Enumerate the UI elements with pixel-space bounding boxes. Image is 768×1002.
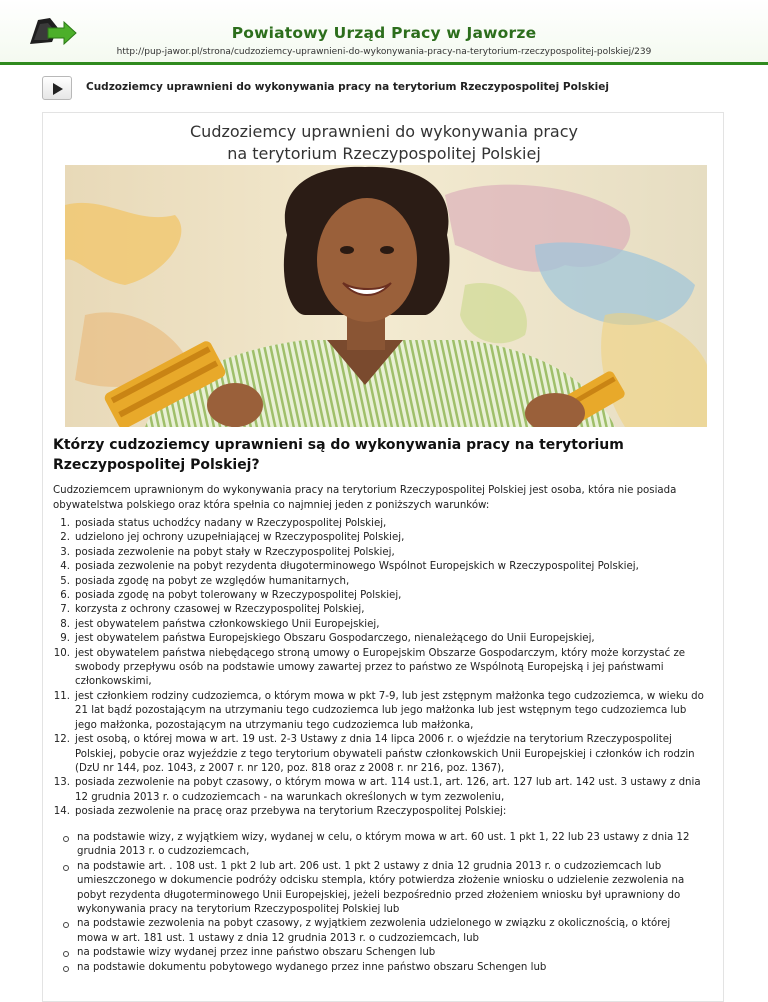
bullet-icon bbox=[63, 922, 69, 928]
list-item bbox=[53, 603, 709, 617]
list-text: na podstawie wizy wydanej przez inne państwo obszaru Schengen lub bbox=[77, 947, 436, 959]
list-item bbox=[53, 647, 709, 690]
list-item bbox=[61, 860, 701, 918]
bullet-icon bbox=[63, 951, 69, 957]
list-item bbox=[53, 560, 709, 574]
breadcrumb-title: Cudzoziemcy uprawnieni do wykonywania pracy na terytorium Rzeczypospolitej Polskiej bbox=[86, 81, 609, 93]
list-number: 11. bbox=[53, 690, 70, 702]
list-item bbox=[53, 632, 709, 646]
list-item bbox=[53, 589, 709, 603]
list-item bbox=[53, 546, 709, 560]
list-number: 10. bbox=[53, 647, 70, 659]
list-text: na podstawie art. . 108 ust. 1 pkt 2 lub art. 206 ust. 1 pkt 2 ustawy z dnia 12 grudnia 2013 r. o cudzoziemcach lub umieszczonego w dokumencie podróży odcisku stempla, który potwierdza złożenie wniosku o udzielenie zezwolenia na pobyt rezydenta długoterminowego Unii Europejskiej, jeżeli bezpośrednio przed złożeniem wniosku był uprawniony do wykonywania pracy na terytorium Rzeczypospolitej Polskiej lub bbox=[77, 860, 685, 916]
list-text: posiada zgodę na pobyt ze względów humanitarnych, bbox=[75, 575, 350, 587]
list-text: na podstawie wizy, z wyjątkiem wizy, wydanej w celu, o którym mowa w art. 60 ust. 1 pkt 1, 22 lub 23 ustawy z dnia 12 grudnia 2013 r. o cudzoziemcach, bbox=[77, 832, 690, 858]
list-text: jest obywatelem państwa Europejskiego Obszaru Gospodarczego, nienależącego do Unii Europejskiej, bbox=[75, 633, 595, 645]
list-item bbox=[61, 917, 701, 946]
section-heading-line: Rzeczypospolitej Polskiej? bbox=[53, 457, 260, 473]
breadcrumb bbox=[0, 0, 768, 112]
section-heading-line: Którzy cudzoziemcy uprawnieni są do wykonywania pracy na terytorium bbox=[53, 437, 624, 453]
page-url: http://pup-jawor.pl/strona/cudzoziemcy-uprawnieni-do-wykonywania-pracy-na-terytorium-rzeczypospolitej-polskiej/239 bbox=[116, 47, 652, 57]
article-title-line: Cudzoziemcy uprawnieni do wykonywania pracy bbox=[190, 122, 578, 141]
list-text: udzielono jej ochrony uzupełniającej w Rzeczypospolitej Polskiej, bbox=[75, 532, 405, 544]
arrow-right-icon[interactable] bbox=[42, 76, 72, 100]
list-item bbox=[53, 575, 709, 589]
list-number: 3. bbox=[60, 546, 70, 558]
bullet-icon bbox=[63, 865, 69, 871]
list-item bbox=[53, 618, 709, 632]
list-number: 6. bbox=[60, 590, 70, 602]
sub-conditions-list bbox=[61, 831, 701, 975]
conditions-list bbox=[53, 517, 709, 820]
list-text: posiada zezwolenie na pobyt czasowy, o którym mowa w art. 114 ust.1, art. 126, art. 127 lub art. 142 ust. 3 ustawy z dnia 12 grudnia 2013 r. o cudzoziemcach - na warunkach określonych w tym zezwoleniu, bbox=[75, 777, 701, 803]
list-item bbox=[53, 517, 709, 531]
list-number: 13. bbox=[53, 777, 70, 789]
list-number: 12. bbox=[53, 734, 70, 746]
list-item bbox=[53, 690, 709, 733]
list-item bbox=[61, 831, 701, 860]
list-item bbox=[61, 961, 701, 975]
list-text: jest obywatelem państwa członkowskiego Unii Europejskiej, bbox=[75, 618, 380, 630]
list-item bbox=[53, 733, 709, 776]
list-item bbox=[53, 805, 709, 819]
site-title[interactable]: Powiatowy Urząd Pracy w Jaworze bbox=[231, 24, 537, 42]
list-item bbox=[53, 531, 709, 545]
list-number: 8. bbox=[60, 618, 70, 630]
list-text: posiada zezwolenie na pobyt stały w Rzeczypospolitej Polskiej, bbox=[75, 546, 395, 558]
list-text: na podstawie dokumentu pobytowego wydanego przez inne państwo obszaru Schengen lub bbox=[77, 961, 547, 973]
list-text: posiada status uchodźcy nadany w Rzeczypospolitej Polskiej, bbox=[75, 518, 387, 529]
list-item bbox=[53, 776, 709, 805]
list-text: jest członkiem rodziny cudzoziemca, o którym mowa w pkt 7-9, lub jest zstępnym małżonka tego cudzoziemca, w wieku do 21 lat bądź pozostającym na utrzymaniu tego cudzoziemca lub jego małżonka lub jest wstępnym tego cudzoziemca lub jego małżonka, pozostającym na utrzymaniu tego cudzoziemca lub małżonka, bbox=[75, 690, 704, 731]
list-number: 2. bbox=[60, 532, 70, 544]
bullet-icon bbox=[63, 836, 69, 842]
bullet-icon bbox=[63, 966, 69, 972]
list-number: 14. bbox=[53, 806, 70, 818]
article-title-line: na terytorium Rzeczypospolitej Polskiej bbox=[227, 144, 541, 163]
list-number: 7. bbox=[60, 604, 70, 616]
list-number: 5. bbox=[60, 575, 70, 587]
list-item bbox=[61, 946, 701, 960]
hero-image bbox=[65, 165, 707, 427]
list-text: korzysta z ochrony czasowej w Rzeczypospolitej Polskiej, bbox=[75, 604, 365, 616]
list-text: jest obywatelem państwa niebędącego stroną umowy o Europejskim Obszarze Gospodarczym, który może korzystać ze swobody przepływu osób na podstawie umowy zawartej przez to państwo ze Wspólnotą Europejską i jej państwami członkowskimi, bbox=[75, 647, 686, 688]
list-text: posiada zezwolenie na pobyt rezydenta długoterminowego Wspólnot Europejskich w Rzeczypospolitej Polskiej, bbox=[75, 561, 639, 573]
list-text: posiada zezwolenie na pracę oraz przebywa na terytorium Rzeczypospolitej Polskiej: bbox=[75, 806, 507, 818]
list-number: 9. bbox=[60, 633, 70, 645]
section-heading bbox=[53, 435, 693, 475]
article-title bbox=[43, 121, 725, 165]
list-number: 4. bbox=[60, 561, 70, 573]
list-text: jest osobą, o której mowa w art. 19 ust. 2-3 Ustawy z dnia 14 lipca 2006 r. o wjeździe na terytorium Rzeczypospolitej Polskiej, pobycie oraz wyjeździe z tego terytorium obywateli państw członkowskich Unii Europejskiej i członków ich rodzin (DzU nr 144, poz. 1043, z 2007 r. nr 120, poz. 818 oraz z 2008 r. nr 216, poz. 1367), bbox=[75, 734, 695, 774]
list-number: 1. bbox=[60, 518, 70, 529]
list-text: posiada zgodę na pobyt tolerowany w Rzeczypospolitej Polskiej, bbox=[75, 590, 402, 602]
teacher-photo bbox=[65, 165, 707, 427]
intro-paragraph: Cudzoziemcem uprawnionym do wykonywania pracy na terytorium Rzeczypospolitej Polskiej jest osoba, która nie posiada obywatelstwa polskiego oraz która spełnia co najmniej jeden z poniższych warunków: bbox=[53, 485, 677, 511]
article-card bbox=[42, 112, 724, 1002]
list-text: na podstawie zezwolenia na pobyt czasowy, z wyjątkiem zezwolenia udzielonego w związku z okolicznością, o której mowa w art. 181 ust. 1 ustawy z dnia 12 grudnia 2013 r. o cudzoziemcach, lub bbox=[77, 918, 671, 944]
